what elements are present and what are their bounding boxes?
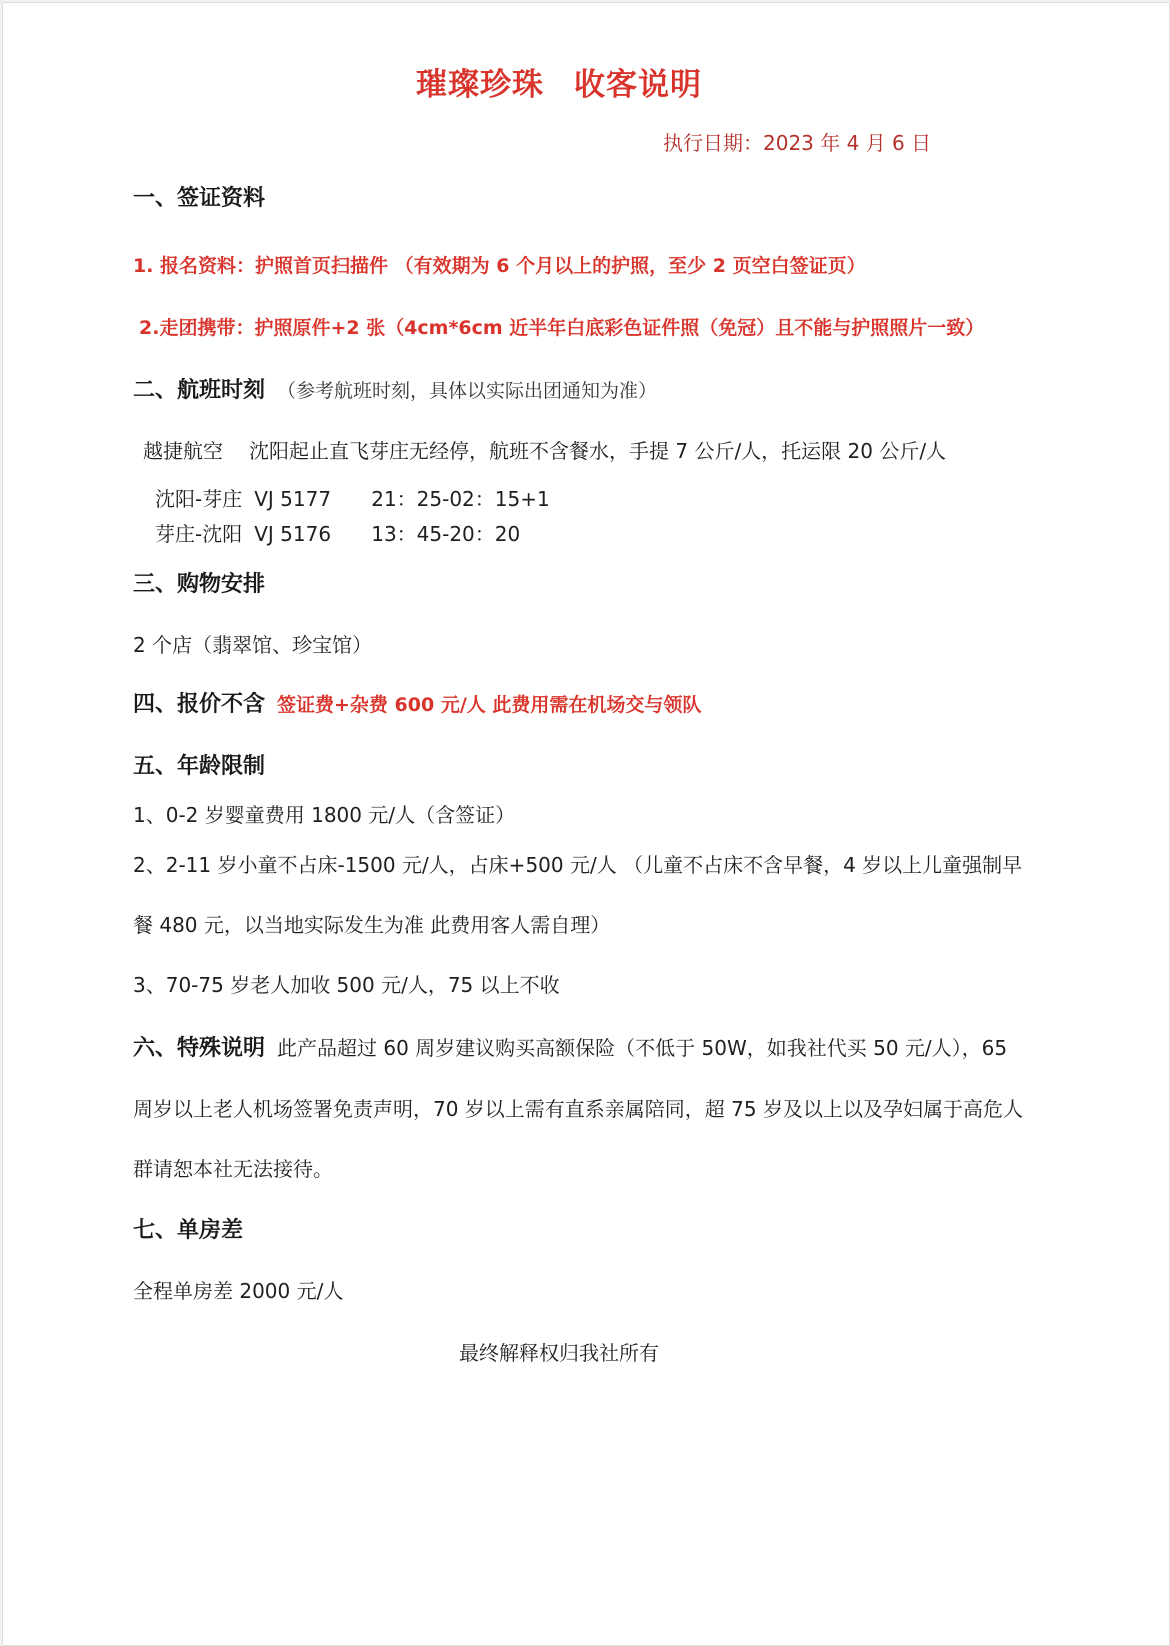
section-excluded bbox=[133, 687, 701, 718]
excluded-text: 签证费+杂费 600 元/人 此费用需在机场交与领队 bbox=[277, 694, 702, 716]
section-age-heading: 五、年龄限制 bbox=[133, 754, 266, 779]
shopping-text: 2 个店（翡翠馆、珍宝馆） bbox=[133, 633, 373, 657]
visa-item-2: 2.走团携带：护照原件+2 张（4cm*6cm 近半年白底彩色证件照（免冠）且不能与护照照片一致） bbox=[139, 317, 985, 339]
special-line-1: 此产品超过 60 周岁建议购买高额保险（不低于 50W，如我社代买 50 元/人），65 bbox=[277, 1036, 1008, 1060]
airline-name: 越捷航空 bbox=[143, 439, 223, 463]
section-flight-header bbox=[133, 373, 657, 404]
flight-summary bbox=[143, 435, 946, 464]
footer-note: 最终解释权归我社所有 bbox=[459, 1341, 659, 1365]
section-special-heading: 六、特殊说明 bbox=[133, 1036, 266, 1061]
page-title bbox=[3, 59, 1115, 104]
flight-code: VJ 5177 bbox=[254, 487, 332, 511]
special-line-3: 群请恕本社无法接待。 bbox=[133, 1157, 333, 1181]
flight-note: （参考航班时刻，具体以实际出团通知为准） bbox=[277, 380, 658, 402]
visa-item-1: 1. 报名资料：护照首页扫描件 （有效期为 6 个月以上的护照，至少 2 页空白签证页） bbox=[133, 255, 866, 277]
section-single-room-heading: 七、单房差 bbox=[133, 1218, 244, 1243]
section-excluded-heading: 四、报价不含 bbox=[133, 692, 266, 717]
section-visa-heading: 一、签证资料 bbox=[133, 186, 266, 211]
section-flight-heading: 二、航班时刻 bbox=[133, 378, 266, 403]
flight-row bbox=[155, 518, 520, 547]
age-line-4: 3、70-75 岁老人加收 500 元/人，75 以上不收 bbox=[133, 973, 560, 997]
flight-row bbox=[155, 483, 550, 512]
special-line-2: 周岁以上老人机场签署免责声明，70 岁以上需有直系亲属陪同，超 75 岁及以上以及孕妇属于高危人 bbox=[133, 1097, 1023, 1121]
age-line-1: 1、0-2 岁婴童费用 1800 元/人（含签证） bbox=[133, 803, 516, 827]
flight-route: 芽庄-沈阳 bbox=[155, 522, 243, 546]
age-line-2: 2、2-11 岁小童不占床-1500 元/人，占床+500 元/人 （儿童不占床不含早餐，4 岁以上儿童强制早 bbox=[133, 853, 1023, 877]
section-shopping-heading: 三、购物安排 bbox=[133, 572, 266, 597]
document-page bbox=[2, 2, 1170, 1646]
single-room-text: 全程单房差 2000 元/人 bbox=[133, 1279, 344, 1303]
section-special bbox=[133, 1031, 1007, 1062]
flight-code: VJ 5176 bbox=[254, 522, 332, 546]
flight-time: 21：25-02：15+1 bbox=[371, 487, 550, 511]
title-part-2: 收客说明 bbox=[574, 67, 702, 103]
flight-route: 沈阳-芽庄 bbox=[155, 487, 243, 511]
flight-time: 13：45-20：20 bbox=[371, 522, 521, 546]
effective-date: 执行日期：2023 年 4 月 6 日 bbox=[663, 131, 932, 155]
age-line-3: 餐 480 元，以当地实际发生为准 此费用客人需自理） bbox=[133, 913, 611, 937]
flight-summary-text: 沈阳起止直飞芽庄无经停，航班不含餐水，手提 7 公斤/人，托运限 20 公斤/人 bbox=[249, 439, 947, 463]
title-part-1: 璀璨珍珠 bbox=[416, 67, 544, 103]
